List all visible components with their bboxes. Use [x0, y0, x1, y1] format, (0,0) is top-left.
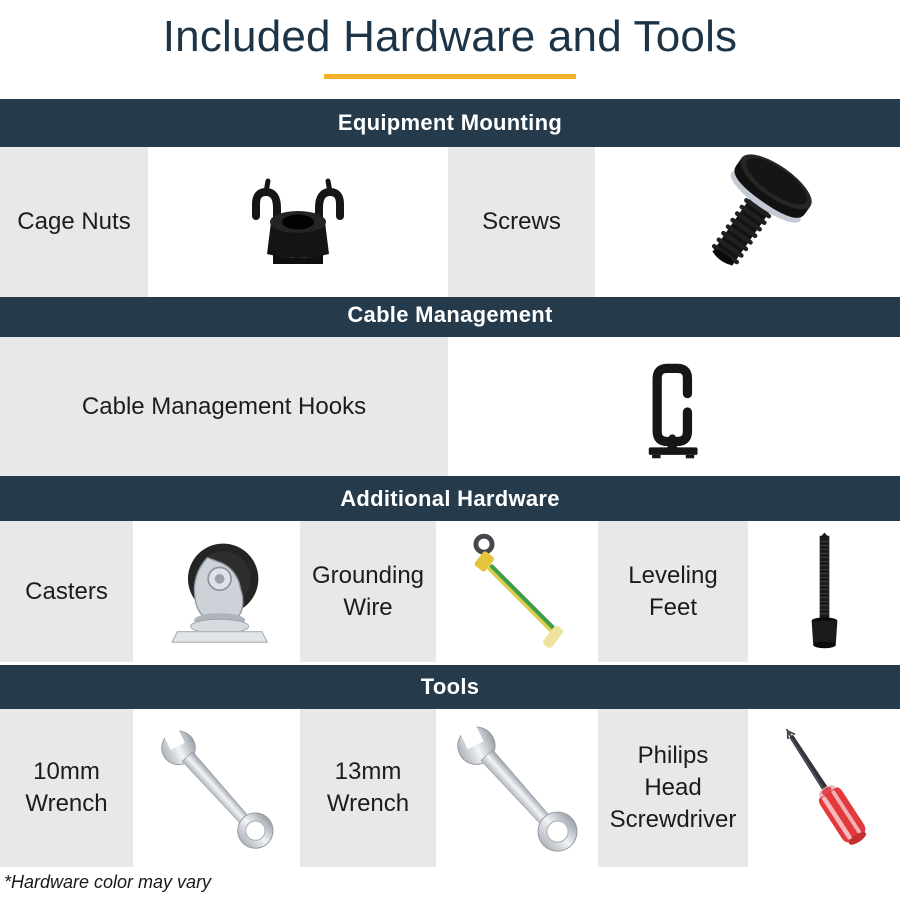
item-label-grounding-wire: Grounding Wire: [300, 521, 436, 662]
screw-image: [595, 147, 900, 297]
item-label-philips-head-screwdriver: Philips Head Screwdriver: [598, 709, 748, 867]
section-header-equipment-mounting: Equipment Mounting: [0, 99, 900, 147]
item-label-screws: Screws: [448, 147, 595, 297]
page-title: Included Hardware and Tools: [162, 12, 738, 61]
item-label-cable-management-hooks: Cable Management Hooks: [0, 337, 448, 476]
section-header-additional-hardware: Additional Hardware: [0, 476, 900, 521]
item-label-cage-nuts: Cage Nuts: [0, 147, 148, 297]
item-label-casters: Casters: [0, 521, 133, 662]
item-label-leveling-feet: Leveling Feet: [598, 521, 748, 662]
hardware-color-footnote: *Hardware color may vary: [4, 872, 212, 892]
section-header-tools: Tools: [0, 665, 900, 709]
title-accent-underline: [324, 74, 576, 79]
item-label-13mm-wrench: 13mm Wrench: [300, 709, 436, 867]
wrench-10mm-image: [133, 709, 300, 867]
caster-image: [133, 521, 300, 662]
cable-management-hook-image: [448, 337, 900, 476]
section-header-cable-management: Cable Management: [0, 292, 900, 337]
grounding-wire-image: [436, 521, 598, 662]
philips-screwdriver-image: [748, 709, 900, 867]
additional-hardware-row: [0, 521, 900, 662]
item-label-10mm-wrench: 10mm Wrench: [0, 709, 133, 867]
cable-management-row: [0, 337, 900, 476]
equipment-mounting-row: [0, 147, 900, 292]
tools-row: [0, 709, 900, 862]
leveling-foot-image: [748, 521, 900, 662]
cage-nut-image: [148, 147, 448, 297]
wrench-13mm-image: [436, 709, 598, 867]
